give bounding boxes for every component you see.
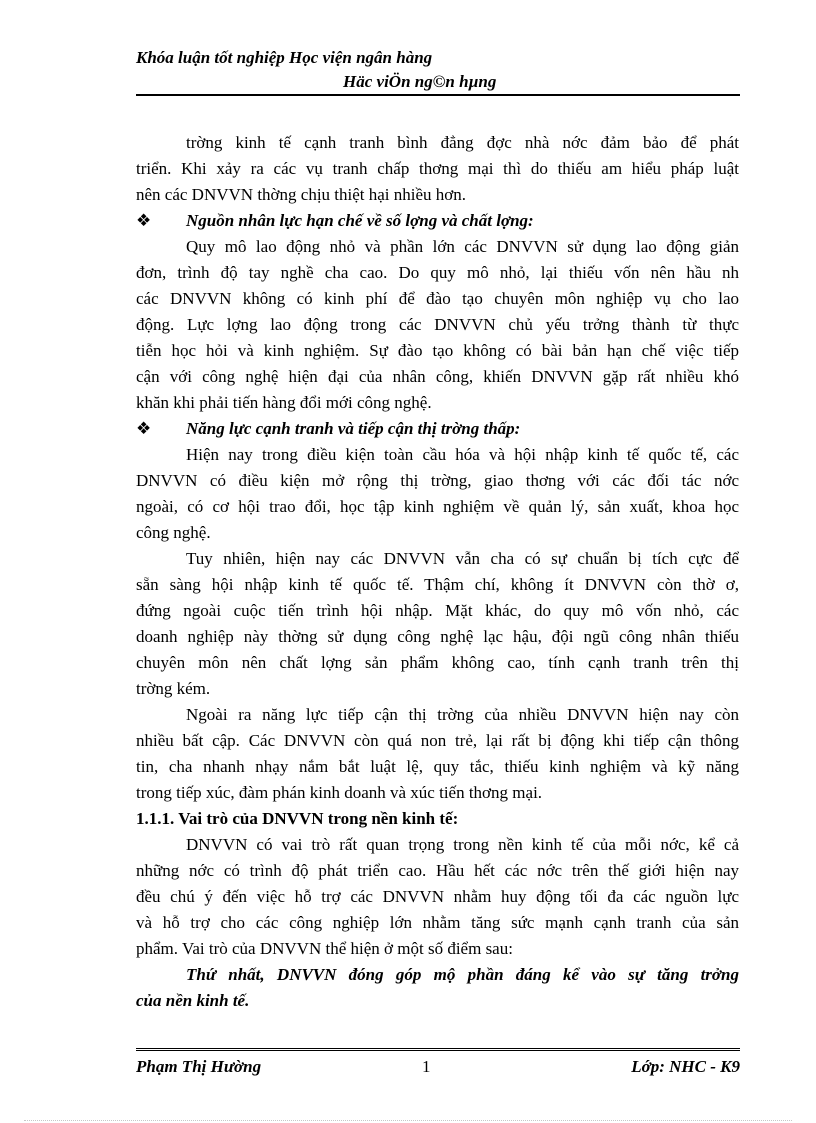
line-text: chuyên môn nên chất lợng sản phẩm không cao, tính cạnh tranh trên thị (136, 653, 739, 672)
line-text: phẩm. Vai trò của DNVVN thể hiện ở một số điểm sau: (136, 939, 513, 958)
line-text: Thứ nhất, DNVVN đóng góp mộ phần đáng kể vào sự tăng trởng (186, 965, 739, 984)
text-line (136, 494, 739, 520)
text-line (136, 390, 739, 416)
text-line (136, 624, 739, 650)
text-line (136, 130, 739, 156)
line-text: Năng lực cạnh tranh và tiếp cận thị trờng thấp: (186, 419, 521, 438)
line-text: Quy mô lao động nhỏ và phần lớn các DNVVN sử dụng lao động giản (186, 237, 739, 256)
text-line (136, 936, 739, 962)
line-text: triển. Khi xảy ra các vụ tranh chấp thơng mại thì do thiếu am hiểu pháp luật (136, 159, 739, 178)
line-text: đứng ngoài cuộc tiến trình hội nhập. Mặt khác, do quy mô vốn nhỏ, các (136, 601, 739, 620)
subsection-heading (136, 806, 739, 832)
text-line (136, 156, 739, 182)
line-text: ngoài, có cơ hội trao đổi, học tập kinh nghiệm về quản lý, sản xuất, khoa học (136, 497, 739, 516)
page-bottom-rule (24, 1120, 792, 1121)
line-text: sẵn sàng hội nhập kinh tế quốc tế. Thậm chí, không ít DNVVN còn thờ ơ, (136, 575, 739, 594)
text-line (136, 442, 739, 468)
line-text: cận với công nghệ hiện đại của nhân công, khiến DNVVN gặp rất nhiều khó (136, 367, 739, 386)
page-header (136, 48, 740, 96)
footer-author: Phạm Thị Hường (136, 1057, 262, 1076)
page-number: 1 (422, 1057, 431, 1076)
text-line (136, 754, 739, 780)
text-line (136, 468, 739, 494)
text-line (136, 234, 739, 260)
line-text: doanh nghiệp này thờng sử dụng công nghệ lạc hậu, đội ngũ công nhân thiếu (136, 627, 739, 646)
section-heading (136, 416, 739, 442)
document-body (136, 130, 739, 1014)
line-text: Nguồn nhân lực hạn chế về số lợng và chất lợng: (186, 211, 534, 230)
text-line (136, 676, 739, 702)
text-line (136, 884, 739, 910)
line-text: trờng kinh tế cạnh tranh bình đẳng đợc nhà nớc đảm bảo để phát (186, 133, 739, 152)
line-text: tiễn học hỏi và kinh nghiệm. Sự đào tạo không có bài bản hạn chế việc tiếp (136, 341, 739, 360)
line-text: các DNVVN không có kinh phí để đào tạo chuyên môn nghiệp vụ cho lao (136, 289, 739, 308)
text-line (136, 858, 739, 884)
text-line (136, 728, 739, 754)
line-text: trờng kém. (136, 679, 211, 698)
text-line (136, 182, 739, 208)
section-heading (136, 208, 739, 234)
line-text: DNVVN có vai trò rất quan trọng trong nền kinh tế của mỗi nớc, kể cả (186, 835, 739, 854)
line-text: khăn khi phải tiến hàng đổi mới công nghệ. (136, 393, 432, 412)
line-text: Tuy nhiên, hiện nay các DNVVN vẫn cha có sự chuẩn bị tích cực để (186, 549, 739, 568)
line-text: DNVVN có điều kiện mở rộng thị trờng, giao thơng với các đối tác nớc (136, 471, 739, 490)
text-line (136, 260, 739, 286)
text-line (136, 962, 739, 988)
diamond-bullet-icon: ❖ (136, 419, 152, 438)
text-line (136, 286, 739, 312)
line-text: đơn, trình độ tay nghề cha cao. Do quy mô nhỏ, lại thiếu vốn nên hầu nh (136, 263, 739, 282)
header-subtitle: Häc viÖn ng©n hµng (343, 72, 497, 91)
text-line (136, 312, 739, 338)
line-text: công nghệ. (136, 523, 211, 542)
text-line (136, 598, 739, 624)
text-line (136, 364, 739, 390)
text-line (136, 338, 739, 364)
footer-class: Lớp: NHC - K9 (631, 1057, 740, 1076)
diamond-bullet-icon: ❖ (136, 211, 152, 230)
line-text: nên các DNVVN thờng chịu thiệt hại nhiều hơn. (136, 185, 467, 204)
text-line (136, 780, 739, 806)
text-line (136, 988, 739, 1014)
text-line (136, 910, 739, 936)
line-text: đều chú ý đến việc hỗ trợ các DNVVN nhằm huy động tối đa các nguồn lực (136, 887, 739, 906)
line-text: nhiều bất cập. Các DNVVN còn quá non trẻ, lại rất bị động khi tiếp cận thông (136, 731, 739, 750)
text-line (136, 520, 739, 546)
line-text: những nớc có trình độ phát triển cao. Hầu hết các nớc trên thế giới hiện nay (136, 861, 739, 880)
text-line (136, 702, 739, 728)
line-text: của nền kinh tế. (136, 991, 250, 1010)
text-line (136, 572, 739, 598)
header-title: Khóa luận tốt nghiệp Học viện ngân hàng (136, 48, 433, 67)
text-line (136, 546, 739, 572)
page-footer (136, 1048, 740, 1082)
line-text: Ngoài ra năng lực tiếp cận thị trờng của nhiều DNVVN hiện nay còn (186, 705, 739, 724)
line-text: tin, cha nhanh nhạy nắm bắt luật lệ, quy tắc, thiếu kinh nghiệm và kỹ năng (136, 757, 739, 776)
line-text: và hỗ trợ cho các công nghiệp lớn nhằm tăng sức mạnh cạnh tranh của sản (136, 913, 739, 932)
line-text: động. Lực lợng lao động trong các DNVVN chủ yếu trởng thành từ thực (136, 315, 739, 334)
line-text: 1.1.1. Vai trò của DNVVN trong nền kinh tế: (136, 809, 459, 828)
text-line (136, 650, 739, 676)
line-text: trong tiếp xúc, đàm phán kinh doanh và xúc tiến thơng mại. (136, 783, 543, 802)
line-text: Hiện nay trong điều kiện toàn cầu hóa và hội nhập kinh tế quốc tế, các (186, 445, 739, 464)
text-line (136, 832, 739, 858)
